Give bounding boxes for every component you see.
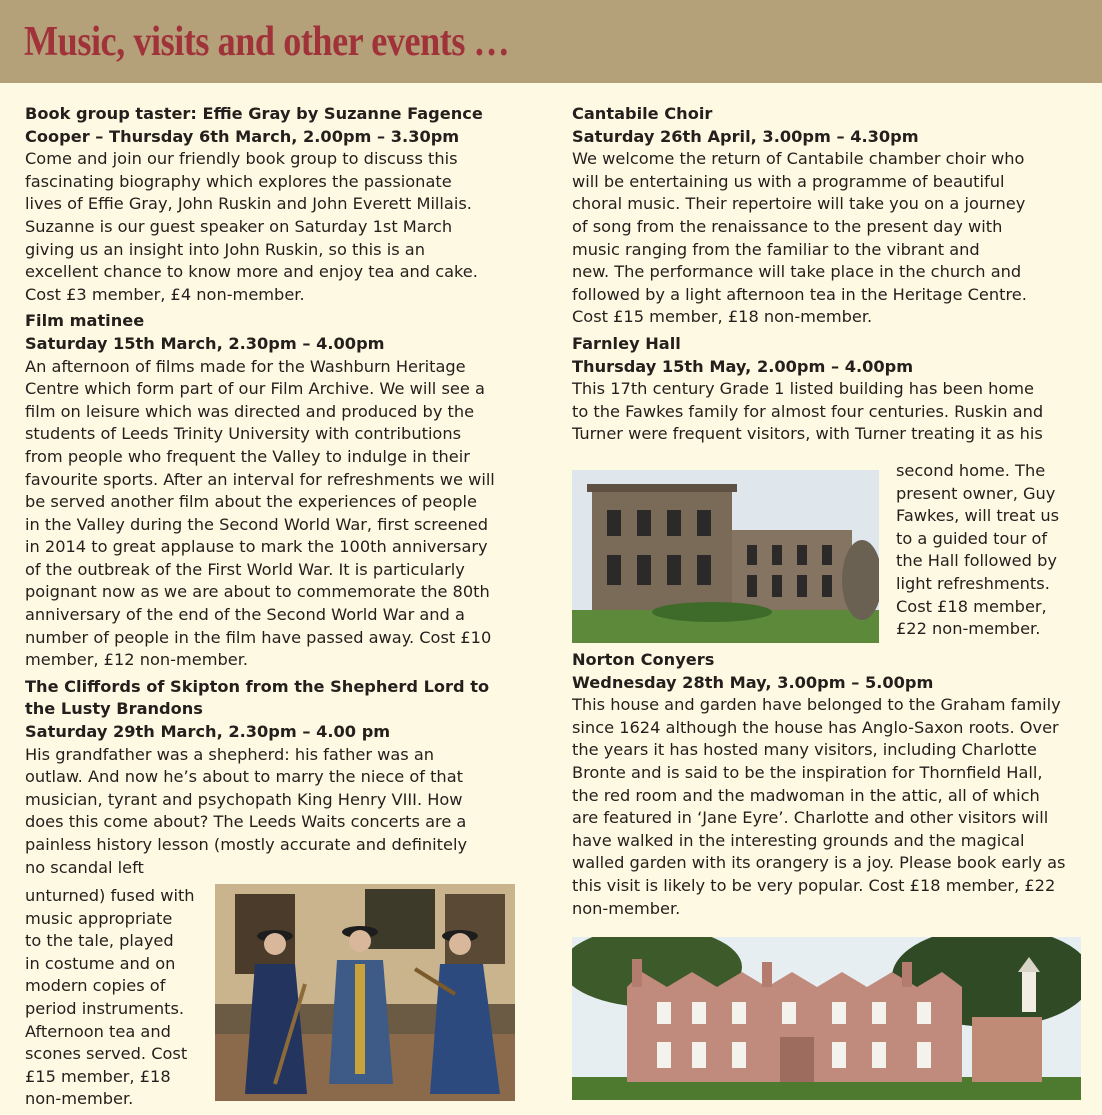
- header-band: [0, 0, 1102, 83]
- right-column: [572, 103, 1072, 450]
- body-line: £15 member, £18: [25, 1066, 171, 1086]
- body-line: period instruments.: [25, 998, 185, 1018]
- body-line: does this come about? The Leeds Waits concerts are a: [25, 812, 467, 832]
- event-title-line: Cantabile Choir: [572, 104, 713, 123]
- farnley-hall-photo: [572, 470, 879, 643]
- body-line: light refreshments.: [896, 573, 1050, 593]
- event-date-line: Cooper – Thursday 6th March, 2.00pm – 3.30pm: [25, 126, 460, 146]
- body-line: member, £12 non-member.: [25, 650, 249, 670]
- body-line: non-member.: [572, 898, 681, 918]
- body-line: Fawkes, will treat us: [896, 506, 1060, 526]
- body-line: painless history lesson (mostly accurate and definitely: [25, 835, 468, 854]
- body-line: present owner, Guy: [896, 483, 1056, 503]
- body-line: lives of Effie Gray, John Ruskin and John Everett Millais.: [25, 194, 472, 214]
- left-column: [25, 103, 513, 883]
- body-line: Cost £18 member,: [896, 596, 1047, 616]
- body-line: since 1624 although the house has Anglo-Saxon roots. Over: [572, 717, 1059, 737]
- body-line: no scandal left: [25, 857, 144, 877]
- body-line: walled garden with its orangery is a joy. Please book early as: [572, 853, 1066, 873]
- body-line: to the Fawkes family for almost four centuries. Ruskin and: [572, 401, 1044, 421]
- body-line: An afternoon of films made for the Washburn Heritage: [25, 356, 466, 376]
- body-line: to a guided tour of: [896, 528, 1048, 548]
- body-line: This house and garden have belonged to the Graham family: [572, 695, 1061, 715]
- body-line: favourite sports. After an interval for refreshments we will: [25, 469, 495, 489]
- body-line: second home. The: [896, 461, 1046, 480]
- farnley-wrap-text: [896, 460, 1096, 641]
- norton-conyers-image: [572, 937, 1081, 1100]
- body-line: Cost £15 member, £18 non-member.: [572, 307, 873, 327]
- body-line: poignant now as we are about to commemorate the 80th: [25, 582, 490, 602]
- body-line: number of people in the film have passed away. Cost £10: [25, 627, 492, 647]
- body-line: Turner were frequent visitors, with Turner treating it as his: [572, 424, 1043, 444]
- body-line: giving us an insight into John Ruskin, so this is an: [25, 239, 425, 259]
- event-cliffords: [25, 676, 513, 879]
- event-date-line: Saturday 15th March, 2.30pm – 4.00pm: [25, 333, 385, 353]
- event-book-group: [25, 103, 513, 306]
- body-line: in the Valley during the Second World War, first screened: [25, 514, 489, 534]
- leeds-waits-photo: [215, 884, 515, 1101]
- body-line: choral music. Their repertoire will take you on a journey: [572, 194, 1026, 214]
- body-line: We welcome the return of Cantabile chamber choir who: [572, 149, 1025, 169]
- event-title-line: The Cliffords of Skipton from the Shepherd Lord to: [25, 676, 490, 696]
- body-line: be served another film about the experiences of people: [25, 492, 477, 512]
- farnley-hall-image: [572, 470, 879, 643]
- event-title-line: Norton Conyers: [572, 650, 715, 669]
- event-title-line: Book group taster: Effie Gray by Suzanne Fagence: [25, 104, 483, 123]
- body-line: Come and join our friendly book group to discuss this: [25, 149, 458, 169]
- event-date-line: Saturday 29th March, 2.30pm – 4.00 pm: [25, 722, 391, 742]
- event-title-line: Film matinee: [25, 311, 145, 331]
- body-line: music ranging from the familiar to the vibrant and: [572, 239, 980, 259]
- body-line: non-member.: [25, 1089, 134, 1109]
- body-line: His grandfather was a shepherd: his father was an: [25, 744, 435, 764]
- body-line: anniversary of the end of the Second World War and a: [25, 605, 465, 625]
- body-line: in costume and on: [25, 953, 176, 973]
- body-line: unturned) fused with: [25, 886, 195, 905]
- body-line: fascinating biography which explores the passionate: [25, 171, 452, 191]
- body-line: scones served. Cost: [25, 1044, 188, 1064]
- body-line: Bronte and is said to be the inspiration for Thornfield Hall,: [572, 762, 1043, 782]
- event-date-line: Saturday 26th April, 3.00pm – 4.30pm: [572, 126, 919, 146]
- event-title-line: Farnley Hall: [572, 333, 681, 353]
- body-line: film on leisure which was directed and produced by the: [25, 401, 475, 421]
- musicians-image: [215, 884, 515, 1101]
- body-line: the years it has hosted many visitors, including Charlotte: [572, 740, 1037, 760]
- body-line: the red room and the madwoman in the attic, all of which: [572, 785, 1040, 805]
- body-line: of the outbreak of the First World War. It is particularly: [25, 559, 465, 579]
- body-line: students of Leeds Trinity University with contributions: [25, 424, 462, 444]
- event-date-line: Wednesday 28th May, 3.00pm – 5.00pm: [572, 672, 934, 692]
- body-line: to the tale, played: [25, 931, 174, 951]
- body-line: Suzanne is our guest speaker on Saturday 1st March: [25, 216, 453, 236]
- norton-conyers-photo: [572, 937, 1081, 1100]
- event-film-matinee: [25, 310, 513, 672]
- body-line: musician, tyrant and psychopath King Henry VIII. How: [25, 789, 463, 809]
- event-title-line: the Lusty Brandons: [25, 699, 203, 719]
- body-line: Afternoon tea and: [25, 1021, 171, 1041]
- body-line: of song from the renaissance to the present day with: [572, 216, 1003, 236]
- event-cantabile-choir: [572, 103, 1072, 329]
- body-line: from people who frequent the Valley to indulge in their: [25, 446, 470, 466]
- body-line: music appropriate: [25, 908, 173, 928]
- event-date-line: Thursday 15th May, 2.00pm – 4.00pm: [572, 356, 914, 376]
- body-line: the Hall followed by: [896, 551, 1057, 571]
- body-line: new. The performance will take place in the church and: [572, 262, 1022, 282]
- body-line: will be entertaining us with a programme of beautiful: [572, 171, 1005, 191]
- event-farnley-hall: [572, 333, 1072, 446]
- body-line: have walked in the interesting grounds and the magical: [572, 830, 1025, 850]
- body-line: modern copies of: [25, 976, 166, 996]
- event-norton-conyers: [572, 649, 1082, 920]
- body-line: excellent chance to know more and enjoy tea and cake.: [25, 262, 478, 282]
- body-line: Cost £3 member, £4 non-member.: [25, 284, 305, 304]
- page-title: Music, visits and other events …: [24, 19, 510, 65]
- body-line: followed by a light afternoon tea in the Heritage Centre.: [572, 284, 1027, 304]
- body-line: in 2014 to great applause to mark the 100th anniversary: [25, 537, 488, 557]
- body-line: are featured in ‘Jane Eyre’. Charlotte and other visitors will: [572, 808, 1049, 828]
- body-line: this visit is likely to be very popular. Cost £18 member, £22: [572, 875, 1056, 895]
- body-line: £22 non-member.: [896, 619, 1041, 639]
- body-line: This 17th century Grade 1 listed building has been home: [572, 379, 1035, 399]
- body-line: outlaw. And now he’s about to marry the niece of that: [25, 767, 463, 787]
- body-line: Centre which form part of our Film Archive. We will see a: [25, 379, 485, 399]
- cliffords-wrap-text: [25, 885, 210, 1111]
